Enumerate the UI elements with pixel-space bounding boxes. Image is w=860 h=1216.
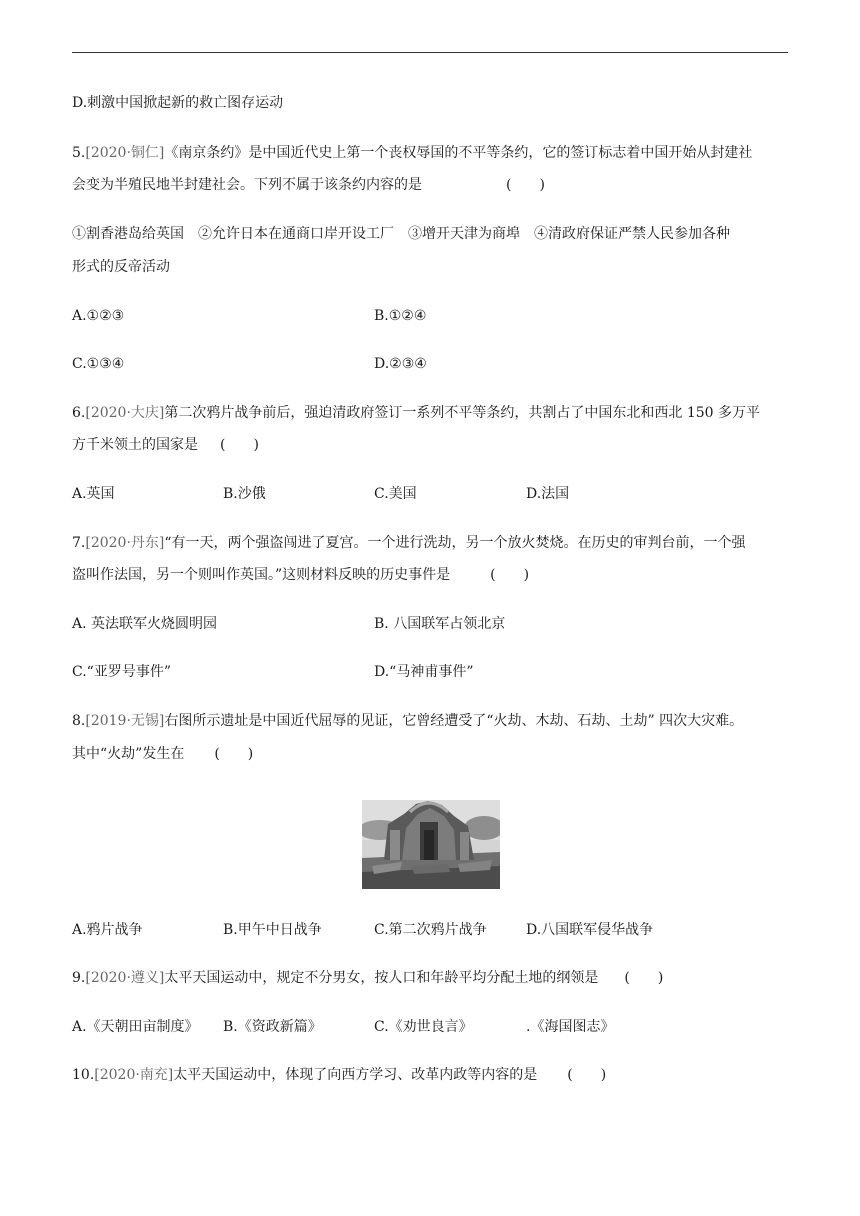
q9-number: 9. (72, 970, 86, 986)
q5-text-2: 会变为半殖民地半封建社会。下列不属于该条约内容的是 (72, 177, 422, 193)
q5-option-a[interactable]: A.①②③ (72, 308, 125, 324)
q8-answer-bracket: ( ) (214, 746, 254, 762)
q10-text-1: 太平天国运动中，体现了向西方学习、改革内政等内容的是 (173, 1067, 538, 1083)
ruins-photo (362, 800, 500, 889)
q6-answer-bracket: ( ) (220, 437, 259, 453)
q5-option-d[interactable]: D.②③④ (374, 356, 427, 372)
q8-text-2: 其中“火劫”发生在 (72, 746, 185, 762)
q6-option-c[interactable]: C.美国 (374, 486, 417, 502)
q10-number: 10. (72, 1067, 95, 1083)
q5-source: [2020·铜仁] (85, 145, 165, 161)
q6-stem-line2 (72, 435, 259, 455)
q9-option-d[interactable]: .《海国图志》 (526, 1019, 615, 1035)
q9-option-c[interactable]: C.《劝世良言》 (374, 1019, 473, 1035)
q7-answer-bracket: ( ) (490, 567, 530, 583)
q5-answer-bracket: ( ) (506, 177, 545, 193)
q9-option-b[interactable]: B.《资政新篇》 (223, 1019, 322, 1035)
q10-stem (72, 1065, 606, 1085)
q7-text-1: “有一天，两个强盗闯进了夏宫。一个进行洗劫，另一个放火焚烧。在历史的审判台前，一个强 (164, 535, 746, 551)
q6-source: [2020·大庆] (85, 405, 165, 421)
q8-text-1: 右图所示遗址是中国近代屈辱的见证，它曾经遭受了“火劫、木劫、石劫、土劫” 四次大灾难。 (164, 713, 744, 729)
q7-source: [2020·丹东] (85, 535, 165, 551)
q5-stem-line2 (72, 175, 545, 195)
q7-number: 7. (72, 535, 86, 551)
q8-option-d[interactable]: D.八国联军侵华战争 (526, 922, 654, 938)
q8-stem-line2 (72, 744, 253, 764)
q6-option-d[interactable]: D.法国 (526, 486, 570, 502)
header-rule (72, 52, 788, 53)
q5-items-line2: 形式的反帝活动 (72, 259, 170, 275)
q6-number: 6. (72, 405, 86, 421)
q5-text-1: 《南京条约》是中国近代史上第一个丧权辱国的不平等条约，它的签订标志着中国开始从封建社 (164, 145, 753, 161)
q8-number: 8. (72, 713, 86, 729)
q9-source: [2020·遵义] (85, 970, 165, 986)
q8-source: [2019·无锡] (85, 713, 165, 729)
q6-text-1: 第二次鸦片战争前后，强迫清政府签订一系列不平等条约，共割占了中国东北和西北 150 多万平 (164, 405, 760, 421)
q7-stem-line2 (72, 565, 529, 585)
q7-text-2: 盗叫作法国，另一个则叫作英国。”这则材料反映的历史事件是 (72, 567, 451, 583)
q9-stem (72, 968, 663, 988)
q6-stem-line1 (72, 403, 760, 423)
q7-stem-line1 (72, 533, 746, 553)
q7-option-a[interactable]: A. 英法联军火烧圆明园 (72, 616, 218, 632)
q5-number: 5. (72, 145, 86, 161)
q5-stem-line1 (72, 143, 752, 163)
prev-option-d: D.刺激中国掀起新的救亡图存运动 (72, 95, 284, 111)
q10-source: [2020·南充] (94, 1067, 174, 1083)
q9-option-a[interactable]: A.《天朝田亩制度》 (72, 1019, 199, 1035)
q8-option-b[interactable]: B.甲午中日战争 (223, 922, 322, 938)
q9-answer-bracket: ( ) (624, 970, 664, 986)
q10-answer-bracket: ( ) (567, 1067, 607, 1083)
q6-option-b[interactable]: B.沙俄 (223, 486, 266, 502)
q6-text-2: 方千米领土的国家是 (72, 437, 198, 453)
q7-option-d[interactable]: D.“马神甫事件” (374, 664, 474, 680)
q5-option-b[interactable]: B.①②④ (374, 308, 427, 324)
q9-text-1: 太平天国运动中，规定不分男女，按人口和年龄平均分配土地的纲领是 (164, 970, 599, 986)
q5-items-line1: ①割香港岛给英国 ②允许日本在通商口岸开设工厂 ③增开天津为商埠 ④清政府保证严禁人民参加各种 (72, 226, 730, 242)
q7-option-c[interactable]: C.“亚罗号事件” (72, 664, 171, 680)
q7-option-b[interactable]: B. 八国联军占领北京 (374, 616, 506, 632)
q5-option-c[interactable]: C.①③④ (72, 356, 125, 372)
q8-stem-line1 (72, 711, 743, 731)
q8-option-c[interactable]: C.第二次鸦片战争 (374, 922, 487, 938)
q6-option-a[interactable]: A.英国 (72, 486, 115, 502)
q8-option-a[interactable]: A.鸦片战争 (72, 922, 143, 938)
